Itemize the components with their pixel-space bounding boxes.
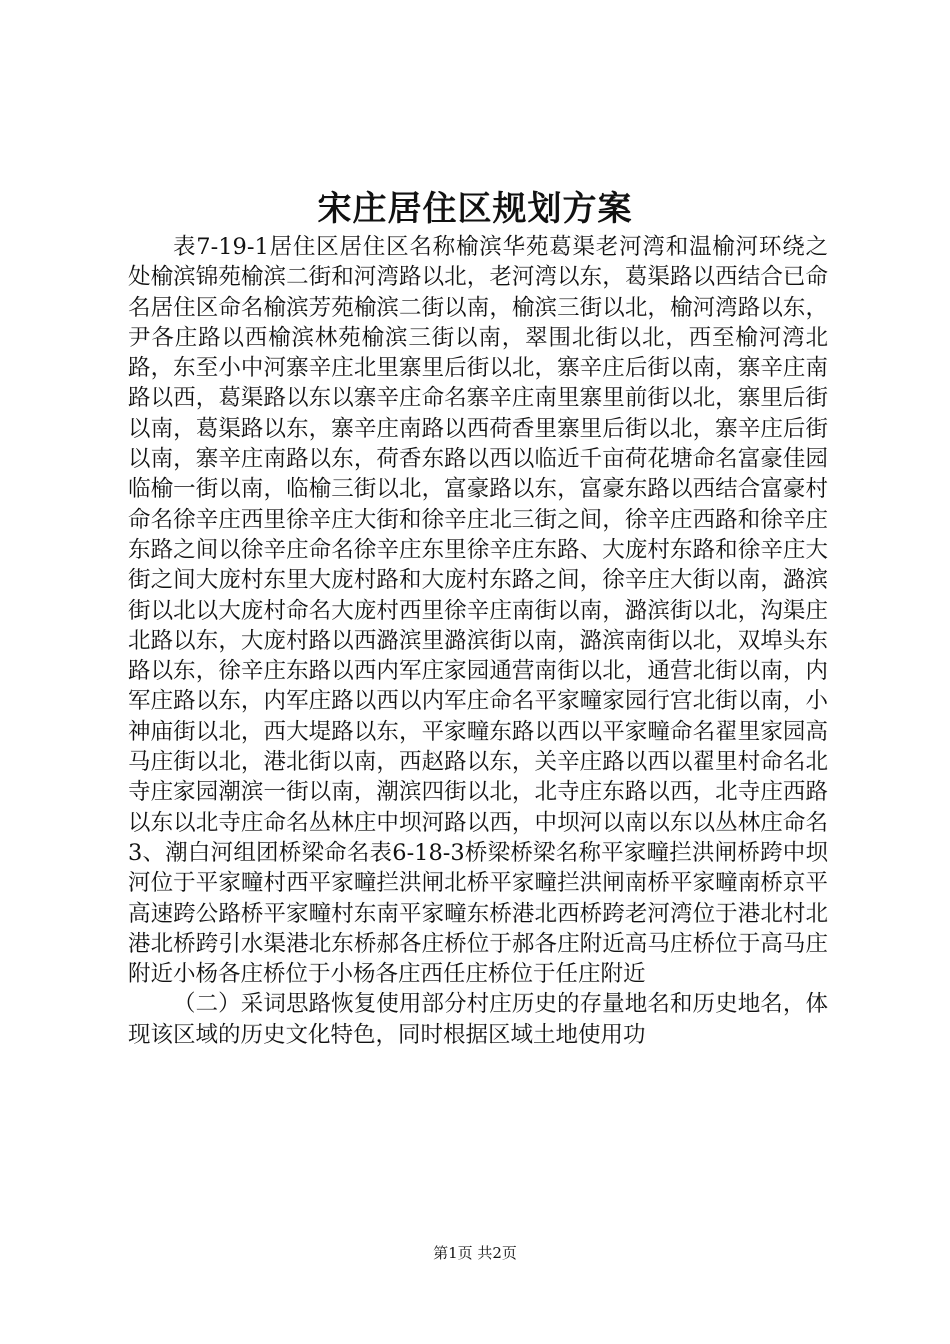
- document-body: [128, 232, 828, 1050]
- body-paragraph-1: 表7-19-1居住区居住区名称榆滨华苑葛渠老河湾和温榆河环绕之处榆滨锦苑榆滨二街和河湾路以北，老河湾以东，葛渠路以西结合已命名居住区命名榆滨芳苑榆滨二街以南，榆滨三街以北，榆河湾路以东，尹各庄路以西榆滨林苑榆滨三街以南，翠围北街以北，西至榆河湾北路，东至小中河寨辛庄北里寨里后街以北，寨辛庄后街以南，寨辛庄南路以西，葛渠路以东以寨辛庄命名寨辛庄南里寨里前街以北，寨里后街以南，葛渠路以东，寨辛庄南路以西荷香里寨里后街以北，寨辛庄后街以南，寨辛庄南路以东，荷香东路以西以临近千亩荷花塘命名富豪佳园临榆一街以南，临榆三街以北，富豪路以东，富豪东路以西结合富豪村命名徐辛庄西里徐辛庄大街和徐辛庄北三街之间，徐辛庄西路和徐辛庄东路之间以徐辛庄命名徐辛庄东里徐辛庄东路、大庞村东路和徐辛庄大街之间大庞村东里大庞村路和大庞村东路之间，徐辛庄大街以南，潞滨街以北以大庞村命名大庞村西里徐辛庄南街以南，潞滨街以北，沟渠庄北路以东，大庞村路以西潞滨里潞滨街以南，潞滨南街以北，双埠头东路以东，徐辛庄东路以西内军庄家园通营南街以北，通营北街以南，内军庄路以东，内军庄路以西以内军庄命名平家疃家园行宫北街以南，小神庙街以北，西大堤路以东，平家疃东路以西以平家疃命名翟里家园高马庄街以北，港北街以南，西赵路以东，关辛庄路以西以翟里村命名北寺庄家园潮滨一街以南，潮滨四街以北，北寺庄东路以西，北寺庄西路以东以北寺庄命名丛林庄中坝河路以西，中坝河以南以东以丛林庄命名3、潮白河组团桥梁命名表6-18-3桥梁桥梁名称平家疃拦洪闸桥跨中坝河位于平家疃村西平家疃拦洪闸北桥平家疃拦洪闸南桥平家疃南桥京平高速跨公路桥平家疃村东南平家疃东桥港北西桥跨老河湾位于港北村北港北桥跨引水渠港北东桥郝各庄桥位于郝各庄附近高马庄桥位于高马庄附近小杨各庄桥位于小杨各庄西任庄桥位于任庄附近: [128, 234, 828, 988]
- body-paragraph-2: （二）采词思路恢复使用部分村庄历史的存量地名和历史地名，体现该区域的历史文化特色，同时根据区域土地使用功: [128, 991, 828, 1048]
- page-footer: 第1页 共2页: [433, 1244, 517, 1262]
- page-title: 宋庄居住区规划方案: [317, 189, 633, 229]
